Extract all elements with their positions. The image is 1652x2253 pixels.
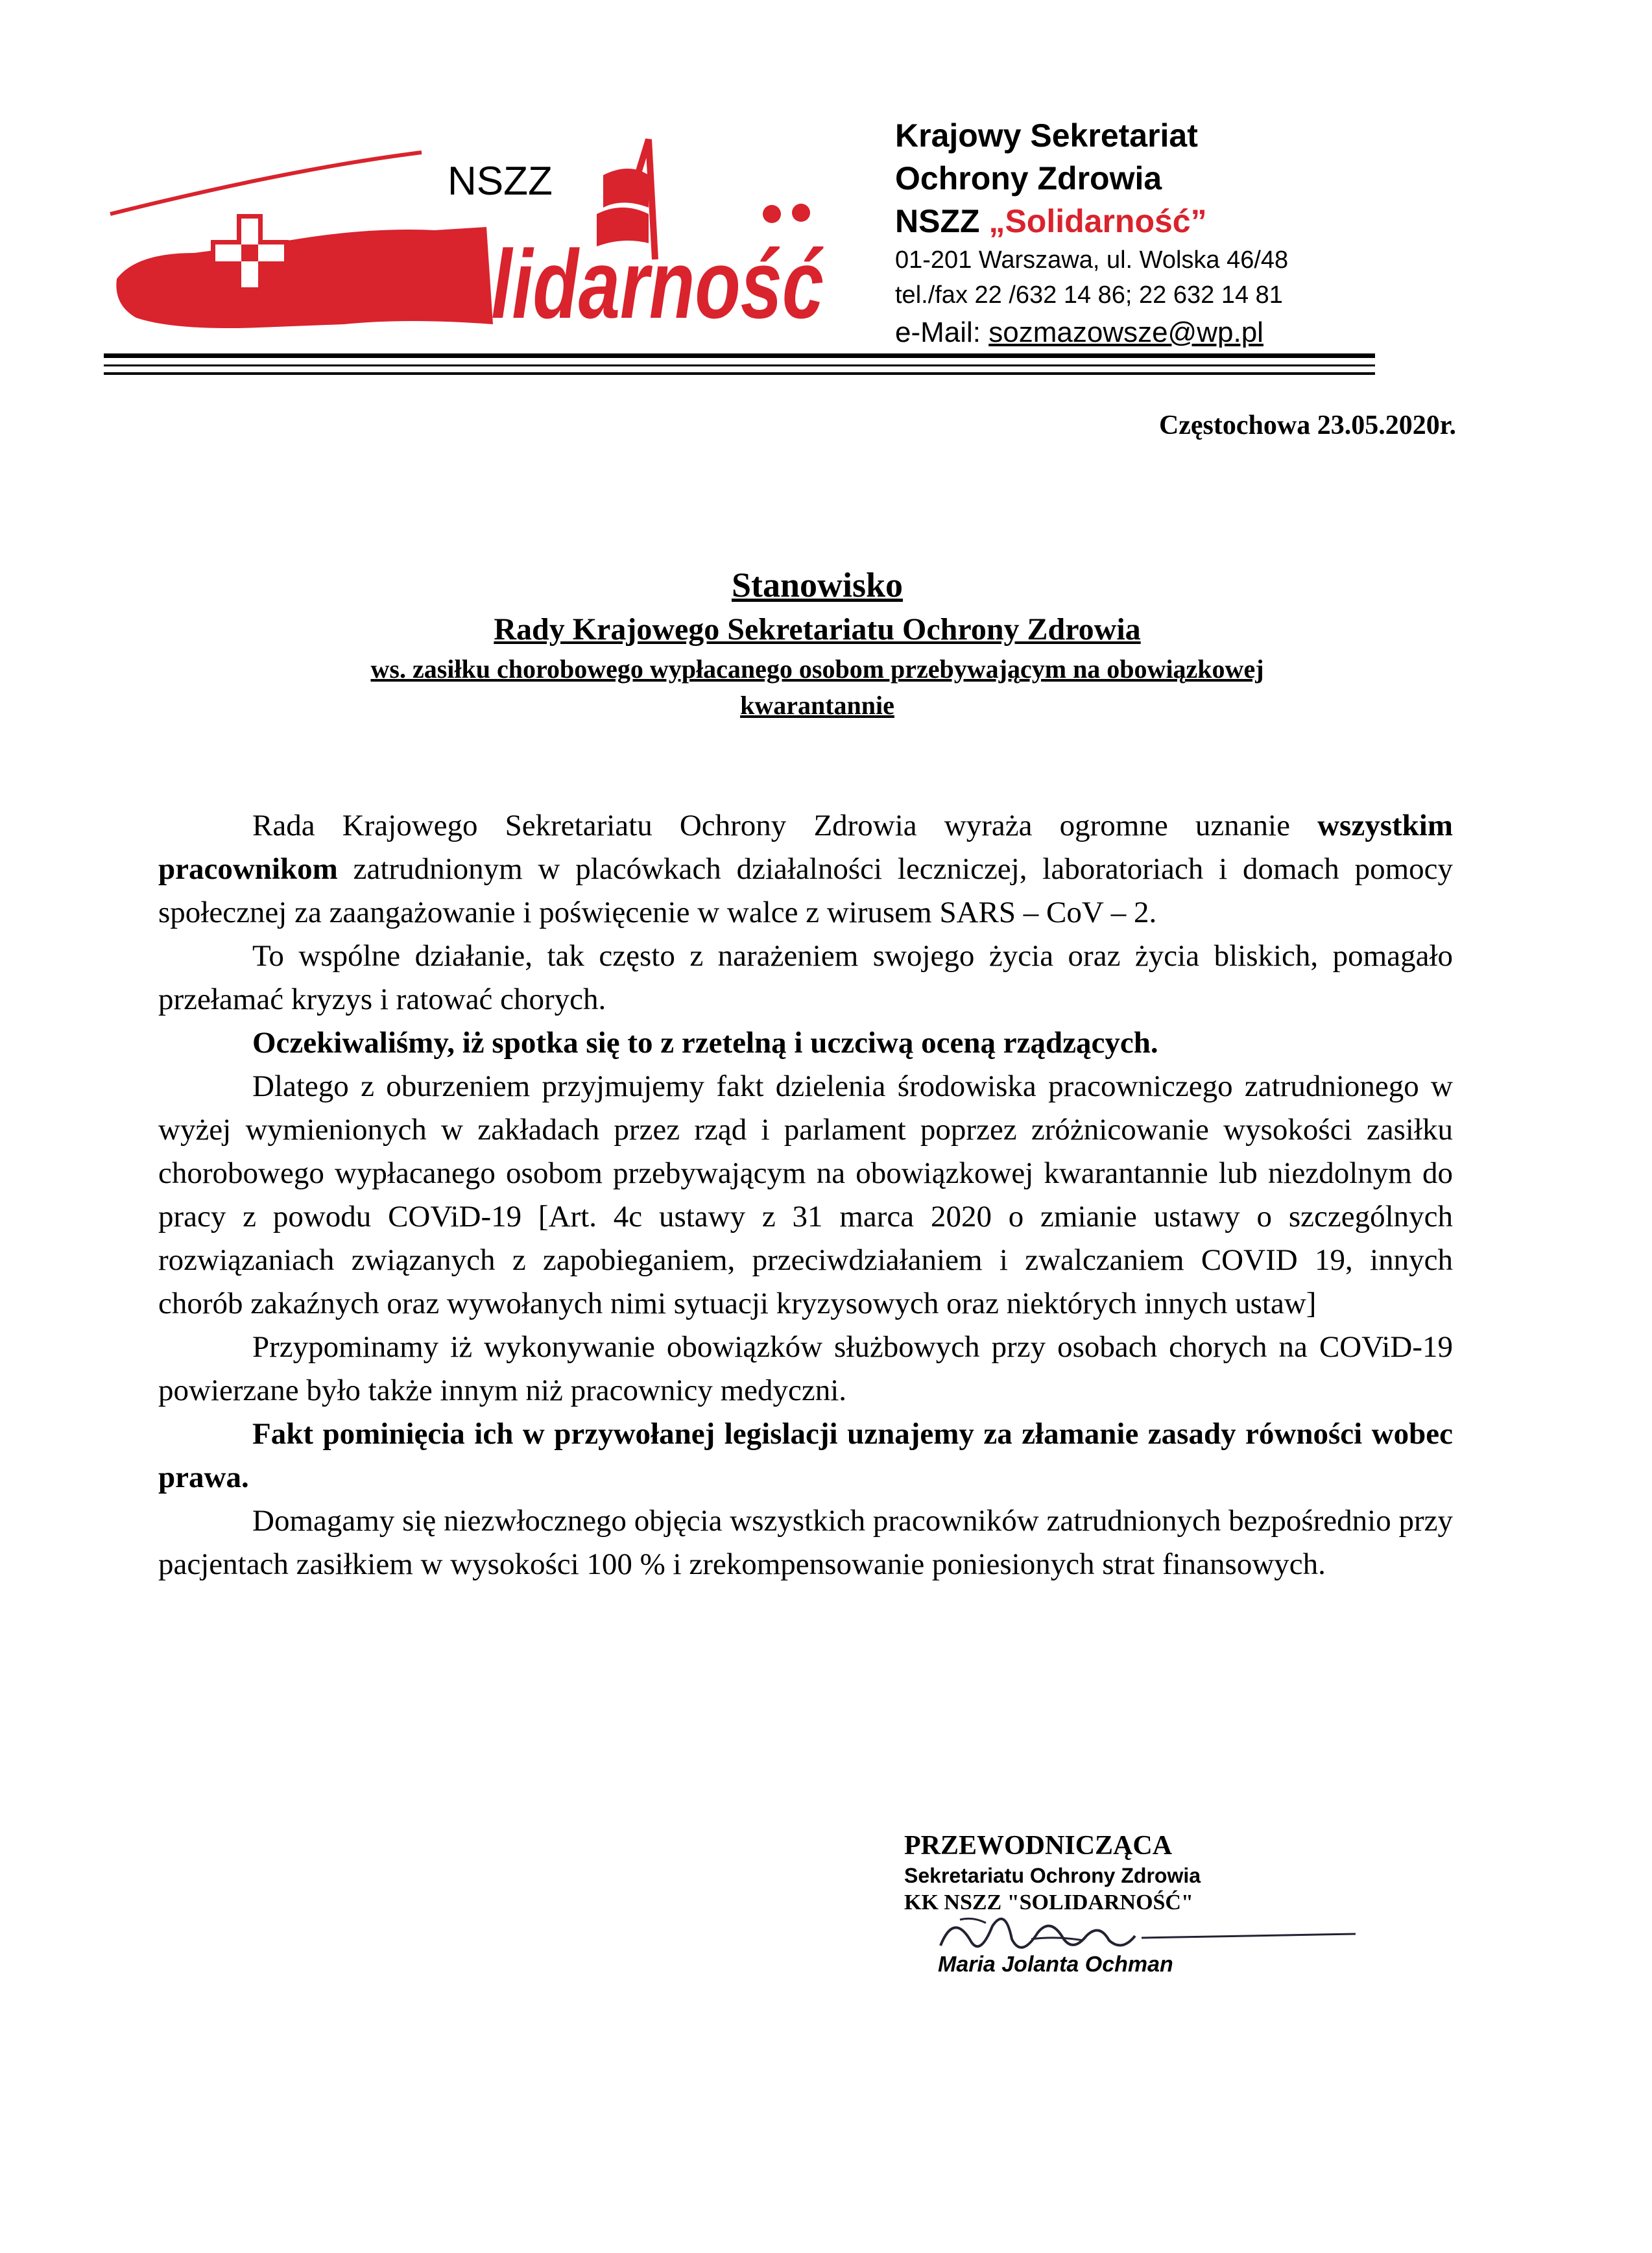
org-line-1: Krajowy Sekretariat: [895, 117, 1198, 154]
org-line-2: Ochrony Zdrowia: [895, 160, 1162, 197]
bold-phrase: wszystkim pracownikom: [158, 809, 1453, 886]
letter-body: [158, 804, 1453, 1586]
email-link[interactable]: sozmazowsze@wp.pl: [988, 316, 1263, 348]
email-label: e-Mail:: [895, 316, 989, 348]
title-subject-end: kwarantannie: [740, 691, 894, 720]
title-stanowisko: Stanowisko: [731, 566, 904, 604]
paragraph-2: To wspólne działanie, tak często z narażeniem swojego życia oraz życia bliskich, pomagało przełamać kryzys i ratować chorych.: [158, 939, 1453, 1016]
paragraph-4: Dlatego z oburzeniem przyjmujemy fakt dzielenia środowiska pracowniczego zatrudnionego w wyżej wymienionych w zakładach przez rząd i parlament poprzez zróżnicowanie wysokości zasiłku chorobowego wypłacanego osobom przebywającym na obowiązkowej kwarantannie lub niezdolnym do pracy z powodu COViD-19 [Art. 4c ustawy z 31 marca 2020 o zmianie ustawy o szczególnych rozwiązaniach związanych z zapobieganiem, przeciwdziałaniem i zwalczaniem COVID 19, innych chorób zakaźnych oraz wywołanych nimi sytuacji kryzysowych oraz niektórych innych ustaw]: [158, 1069, 1453, 1320]
document-title: [130, 562, 1505, 724]
paragraph-3: Oczekiwaliśmy, iż spotka się to z rzetelną i uczciwą oceną rządzących.: [252, 1026, 1158, 1060]
paragraph-7: Domagamy się niezwłocznego objęcia wszystkich pracowników zatrudnionych bezpośrednio przy pacjentach zasiłkiem w wysokości 100 % i zrekompensowanie poniesionych strat finansowych.: [158, 1504, 1453, 1581]
paragraph-5: Przypominamy iż wykonywanie obowiązków służbowych przy osobach chorych na COViD-19 powierzane było także innym niż pracownicy medyczni.: [158, 1330, 1453, 1407]
org-address: 01-201 Warszawa, ul. Wolska 46/48: [895, 246, 1289, 274]
stamp-unit: Sekretariatu Ochrony Zdrowia: [904, 1864, 1201, 1887]
paragraph-1: Rada Krajowego Sekretariatu Ochrony Zdrowia wyraża ogromne uznanie wszystkim pracownikom zatrudnionym w placówkach działalności leczniczej, laboratoriach i domach pomocy społecznej za zaangażowanie i poświęcenie w walce z wirusem SARS – CoV – 2.: [158, 809, 1453, 929]
header-rule-thin: [104, 364, 1375, 366]
paragraph-6: Fakt pominięcia ich w przywołanej legislacji uznajemy za złamanie zasady równości wobec prawa.: [158, 1417, 1453, 1494]
solidarnosc-logo: [97, 130, 837, 357]
org-nszz: NSZZ: [895, 203, 989, 239]
logo-wordmark: Solidarność: [396, 230, 824, 339]
organization-header: [895, 114, 1414, 353]
stamp-title: PRZEWODNICZĄCA: [904, 1831, 1173, 1861]
header-rule-bottom: [104, 372, 1375, 375]
org-phone: tel./fax 22 /632 14 86; 22 632 14 81: [895, 281, 1283, 309]
org-email-line: [895, 313, 1414, 353]
letter-date: Częstochowa 23.05.2020r.: [1158, 411, 1456, 440]
org-solidarnosc: „Solidarność”: [988, 203, 1207, 239]
title-council: Rady Krajowego Sekretariatu Ochrony Zdrowia: [494, 612, 1141, 647]
org-line-3: [895, 200, 1414, 243]
stamp-org: KK NSZZ "SOLIDARNOŚĆ": [904, 1890, 1193, 1914]
logo-nszz-text: NSZZ: [448, 159, 553, 204]
header-rule-thick: [104, 353, 1375, 358]
signatory-name: Maria Jolanta Ochman: [938, 1952, 1173, 1977]
title-subject: ws. zasiłku chorobowego wypłacanego osobom przebywającym na obowiązkowej: [370, 654, 1264, 684]
